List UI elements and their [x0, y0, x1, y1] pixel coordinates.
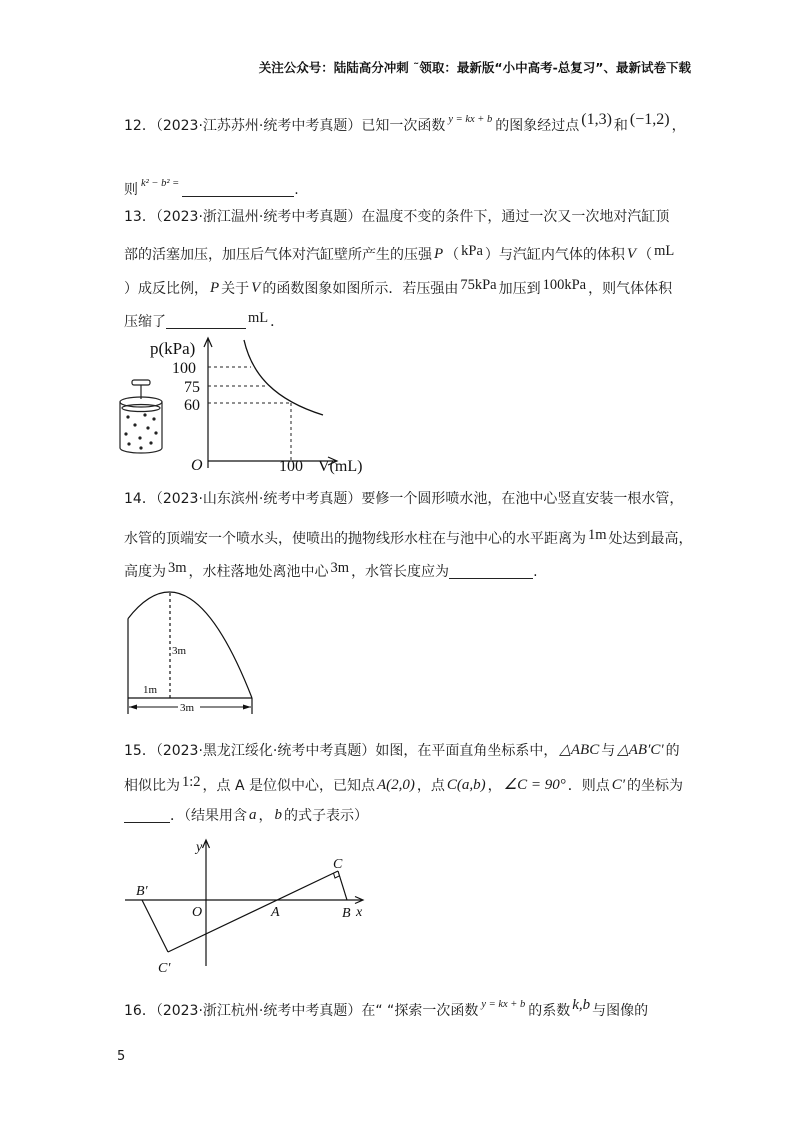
q13-line-3: [124, 275, 672, 299]
pressure-75kpa: 75kPa: [460, 277, 497, 293]
q13-text: 关于: [221, 281, 250, 297]
q12-text: 已知一次函数: [361, 118, 446, 134]
q12-line-1: [124, 110, 686, 136]
answer-blank: [182, 182, 294, 197]
q13-text: 压缩了: [124, 314, 166, 330]
q12-line-2: [124, 174, 299, 200]
figure-fountain-parabola: [118, 585, 260, 717]
origin-label: O: [191, 457, 203, 474]
q16-text: 的系数: [528, 1003, 571, 1019]
guide-dashed-lines: [208, 367, 291, 461]
q14-text: 高度为: [124, 564, 166, 580]
y-tick-label: 100: [172, 360, 196, 377]
x-axis-label: V(mL): [318, 458, 363, 475]
segment-b-c: [338, 871, 347, 900]
pressure-100kpa: 100kPa: [542, 277, 587, 293]
question-source: （2023·山东滨州·统考中考真题）: [155, 491, 362, 507]
point-c-coordinates: C(a,b): [446, 777, 486, 793]
coefficients-k-b: k,b: [572, 997, 591, 1013]
q13-text: （: [638, 247, 653, 263]
q12-text: 的图象经过点: [495, 118, 580, 134]
q12-text: ，: [671, 118, 686, 134]
variable-p: P: [210, 280, 220, 296]
q14-line-1: [124, 489, 683, 509]
triangle-ab-prime-c-prime: △AB′C′: [617, 742, 664, 758]
q15-text: ，: [487, 778, 502, 794]
question-number: 16．: [124, 1003, 156, 1019]
y-axis-label: y: [196, 840, 203, 855]
q15-line-3: [124, 805, 368, 826]
unit-ml: mL: [248, 310, 269, 326]
parabola-water-jet: [128, 592, 252, 698]
point-b-prime-label: B′: [136, 884, 148, 899]
y-axis-label: p(kPa): [150, 339, 196, 358]
answer-blank: [449, 564, 533, 579]
q12-text: 和: [613, 118, 628, 134]
question-source: （2023·江苏苏州·统考中考真题）: [155, 118, 362, 134]
point-b-label: B: [342, 906, 351, 921]
page-header-banner: 关注公众号：陆陆高分冲刺 ˜领取：最新版“小中高考-总复习”、最新试卷下载: [258, 60, 691, 75]
y-tick-label: 60: [184, 397, 200, 414]
q14-text: 要修一个圆形喷水池，在池中心竖直安装一根水管，: [361, 491, 684, 507]
q15-text: ，点: [416, 778, 445, 794]
gas-particles: [124, 413, 157, 449]
page-number: 5: [117, 1049, 126, 1064]
point-a-label: A: [271, 905, 280, 920]
triangle-abc: △ABC: [559, 742, 600, 758]
question-number: 13．: [124, 209, 156, 225]
q13-text: ，则气体体积: [588, 281, 673, 297]
q15-text: 的式子表示）: [284, 808, 368, 824]
q15-text: 相似比为: [124, 778, 180, 794]
q13-text: 加压到: [498, 281, 541, 297]
point-neg1-2: (−1,2): [629, 111, 670, 128]
height-label: 3m: [172, 645, 187, 657]
q13-text: ）与汽缸内气体的体积: [484, 247, 625, 263]
q13-line-1: [124, 207, 669, 227]
q13-text: （: [445, 247, 460, 263]
answer-blank: [124, 808, 170, 823]
variable-v: V: [251, 280, 261, 296]
unit-kpa: kPa: [461, 243, 483, 259]
question-number: 14．: [124, 491, 156, 507]
q16-text: 在“ “探索一次函数: [361, 1003, 479, 1019]
q12-text: 则: [124, 182, 138, 198]
point-1-3: (1,3): [581, 111, 612, 128]
distance-1m: 1m: [588, 527, 607, 543]
angle-c-right: ∠C = 90°: [503, 777, 566, 793]
q14-text: ，水管长度应为: [351, 564, 450, 580]
height-3m: 3m: [168, 560, 187, 576]
q13-text: ．: [270, 314, 285, 330]
gas-cylinder-illustration: [120, 380, 162, 453]
question-source: （2023·浙江杭州·统考中考真题）: [155, 1003, 362, 1019]
q16-text: 与图像的: [592, 1003, 649, 1019]
similarity-ratio: 1:2: [182, 774, 201, 790]
width-label: 3m: [180, 702, 195, 714]
origin-label: O: [192, 905, 203, 920]
q15-line-2: [124, 772, 683, 796]
figure-pressure-volume-graph: [110, 333, 372, 481]
q16-line-1: [124, 995, 648, 1021]
q15-text: ．则点: [567, 778, 610, 794]
x-axis-label: x: [356, 905, 363, 920]
inverse-proportion-curve: [244, 340, 323, 415]
segment-b-prime-c-prime: [142, 900, 168, 952]
y-tick-label: 75: [184, 379, 200, 396]
point-c-prime: C′: [611, 777, 626, 793]
variable-p: P: [434, 246, 444, 262]
q13-text: 的函数图象如图所示．若压强由: [262, 281, 459, 297]
variable-v: V: [626, 246, 637, 262]
point-c-prime-label: C′: [158, 961, 171, 976]
formula-linear-function: y = kx + b: [481, 999, 526, 1010]
q14-text: 水管的顶端安一个喷水头，使喷出的抛物线形水柱在与池中心的水平距离为: [124, 531, 586, 547]
dimension-arrow-left: [129, 705, 137, 710]
point-c-label: C: [333, 857, 343, 872]
q13-text: 部的活塞加压，加压后气体对汽缸壁所产生的压强: [124, 247, 432, 263]
q15-text: 如图，在平面直角坐标系中，: [375, 743, 558, 759]
q15-text: 的坐标为: [627, 778, 684, 794]
q13-text: 在温度不变的条件下，通过一次又一次地对汽缸顶: [361, 209, 670, 225]
q15-text: ，点 A 是位似中心，已知点: [202, 778, 376, 794]
dimension-arrow-right: [243, 705, 251, 710]
q15-line-1: [124, 740, 680, 761]
question-number: 12．: [124, 118, 156, 134]
q14-line-3: [124, 558, 538, 582]
q14-text: ，水柱落地处离池中心: [188, 564, 329, 580]
distance-3m: 3m: [330, 560, 350, 576]
question-number: 15．: [124, 743, 156, 759]
q15-text: 与: [601, 743, 616, 759]
q13-line-4: [124, 308, 284, 332]
variable-b: b: [274, 807, 282, 823]
question-source: （2023·黑龙江绥化·统考中考真题）: [155, 743, 376, 759]
q12-text: .: [294, 182, 299, 198]
q14-text: .: [533, 564, 538, 580]
x-tick-label: 100: [279, 458, 303, 475]
q15-text: ．（结果用含: [170, 808, 247, 824]
q14-text: 处达到最高，: [608, 531, 693, 547]
q13-line-2: [124, 241, 676, 265]
point-a-coordinates: A(2,0): [377, 777, 415, 793]
q15-text: ，: [258, 808, 273, 824]
figure-similar-triangles: [118, 835, 374, 980]
formula-linear-function: y = kx + b: [448, 114, 493, 125]
q13-text: ）成反比例，: [124, 281, 208, 297]
question-source: （2023·浙江温州·统考中考真题）: [155, 209, 362, 225]
variable-a: a: [249, 807, 257, 823]
q15-text: 的: [665, 743, 680, 759]
answer-blank: [166, 314, 246, 329]
q14-line-2: [124, 525, 693, 549]
peak-offset-label: 1m: [143, 684, 158, 696]
formula-k2-minus-b2: k² − b² =: [141, 178, 180, 189]
unit-ml: mL: [654, 243, 675, 259]
